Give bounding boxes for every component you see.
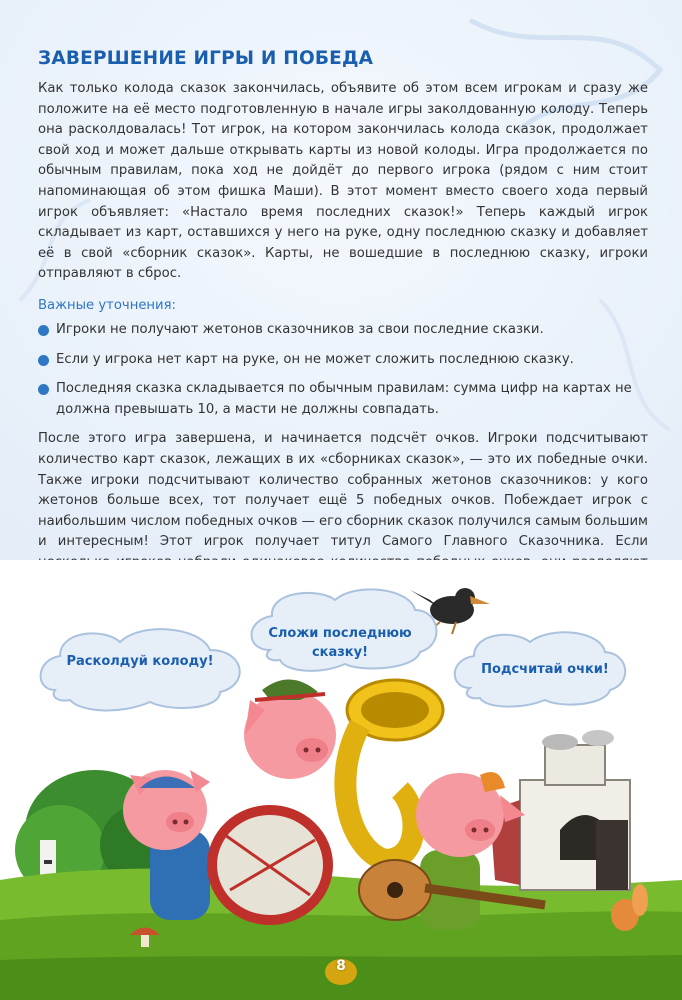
bubble-center-text: [250, 624, 430, 662]
list-item: Игроки не получают жетонов сказочников за свои последние сказки.: [38, 320, 648, 341]
bullet-icon: [38, 384, 49, 395]
rules-section: [38, 48, 648, 594]
list-item: Если у игрока нет карт на руке, он не может сложить последнюю сказку.: [38, 350, 648, 371]
page-number: 8: [336, 958, 346, 974]
list-item: Последняя сказка складывается по обычным правилам: сумма цифр на картах не должна превышать 10, а масти не должны совпадать.: [38, 379, 648, 420]
bullet-icon: [38, 355, 49, 366]
bubble-center-line2: сказку!: [311, 645, 369, 660]
intro-paragraph: Как только колода сказок закончилась, объявите об этом всем игрокам и сразу же положите на её место подготовленную в начале игры заколдованную колоду. Теперь она расколдовалась! Тот игрок, на котором закончилась колода сказок, продолжает свой ход и может дальше открывать карты из новой колоды. Игра продолжается по обычным правилам, пока ход не дойдёт до первого игрока (рядом с ним стоит напоминающая об этом фишка Маши). В этот момент вместо своего хода первый игрок объявляет: «Настало время последних сказок!» Теперь каждый игрок складывает из карт, оставшихся у него на руке, одну последнюю сказку и добавляет её в свой «сборник сказок». Карты, не вошедшие в последнюю сказку, игроки отправляют в сброс.: [38, 81, 648, 282]
notes-list: [38, 320, 648, 420]
bubble-left-text: Расколдуй колоду!: [66, 654, 214, 669]
notes-title: Важные уточнения:: [38, 297, 176, 313]
bubble-center-line1: Сложи последнюю: [268, 626, 412, 641]
drum-icon: [212, 810, 328, 920]
bullet-icon: [38, 325, 49, 336]
scoring-paragraph: После этого игра завершена, и начинается подсчёт очков. Игроки подсчитывают количество карт сказок, лежащих в их «сборниках сказок», — это их победные очки. Также игроки подсчитывают количество собранных жетонов сказочников: у кого жетонов больше всех, тот получает ещё 5 победных очков. Побеждает игрок с наибольшим числом победных очков — его сборник сказок получился самым большим и интересным! Этот игрок получает титул Самого Главного Сказочника. Если: [38, 431, 648, 550]
section-heading: ЗАВЕРШЕНИЕ ИГРЫ И ПОБЕДА: [38, 48, 374, 69]
bubble-right-text: Подсчитай очки!: [481, 662, 609, 677]
